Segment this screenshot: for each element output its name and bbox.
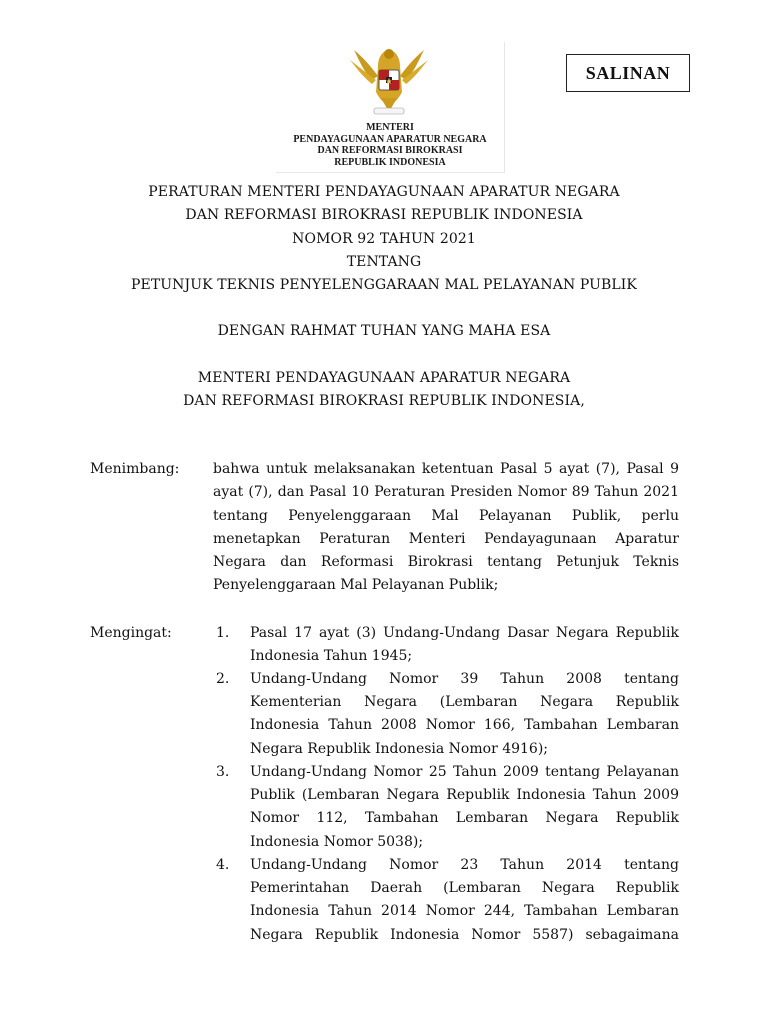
title-line-1: PERATURAN MENTERI PENDAYAGUNAAN APARATUR NEGARA (148, 184, 620, 200)
title-tentang: TENTANG (346, 254, 422, 270)
list-item-number: 2. (216, 671, 230, 687)
list-item-text: Undang-Undang Nomor 23 Tahun 2014 tentang Pemerintahan Daerah (Lembaran Negara Republik Indonesia Tahun 2014 Nomor 244, Tambahan Lembaran Negara Republik Indonesia Nomor 5587) sebagaimana (250, 857, 679, 943)
list-item-text: Undang-Undang Nomor 25 Tahun 2009 tentang Pelayanan Publik (Lembaran Negara Republik Indonesia Tahun 2009 Nomor 112, Tambahan Lembaran Negara Republik Indonesia Nomor 5038); (250, 764, 679, 850)
list-item-number: 3. (216, 764, 230, 780)
title-number: NOMOR 92 TAHUN 2021 (292, 231, 476, 247)
letterhead (276, 42, 505, 173)
preamble: DENGAN RAHMAT TUHAN YANG MAHA ESA (217, 323, 551, 339)
title-subject: PETUNJUK TEKNIS PENYELENGGARAAN MAL PELAYANAN PUBLIK (131, 277, 637, 293)
list-item-text: Pasal 17 ayat (3) Undang-Undang Dasar Negara Republik Indonesia Tahun 1945; (250, 625, 679, 665)
menimbang-text: bahwa untuk melaksanakan ketentuan Pasal 5 ayat (7), Pasal 9 ayat (7), dan Pasal 10 Peraturan Presiden Nomor 89 Tahun 2021 tentang Penyelenggaraan Mal Pelayanan Publik, perlu menetapkan Peraturan Menteri Pendayagunaan Aparatur Negara dan Reformasi Birokrasi tentang Petunjuk Teknis Penyelenggaraan Mal Pelayanan Publik; (213, 461, 679, 594)
issuer-line-1: MENTERI PENDAYAGUNAAN APARATUR NEGARA (197, 370, 571, 386)
menimbang-label: Menimbang: (90, 461, 180, 477)
title-line-2: DAN REFORMASI BIROKRASI REPUBLIK INDONESIA (185, 207, 583, 223)
list-item-text: Undang-Undang Nomor 39 Tahun 2008 tentang Kementerian Negara (Lembaran Negara Republik Indonesia Tahun 2008 Nomor 166, Tambahan Lembaran Negara Republik Indonesia Nomor 4916); (250, 671, 679, 757)
garuda-emblem-icon (348, 42, 430, 118)
letterhead-line: PENDAYAGUNAAN APARATUR NEGARA (293, 133, 487, 145)
letterhead-line: REPUBLIK INDONESIA (334, 156, 446, 168)
list-item-number: 1. (216, 625, 230, 641)
issuer-line-2: DAN REFORMASI BIROKRASI REPUBLIK INDONESIA, (183, 393, 585, 409)
mengingat-label: Mengingat: (90, 625, 172, 641)
salinan-stamp: SALINAN (566, 54, 690, 92)
list-item-number: 4. (216, 857, 230, 873)
letterhead-text (276, 122, 504, 168)
letterhead-line: DAN REFORMASI BIROKRASI (317, 145, 463, 156)
letterhead-line: MENTERI (366, 122, 414, 133)
